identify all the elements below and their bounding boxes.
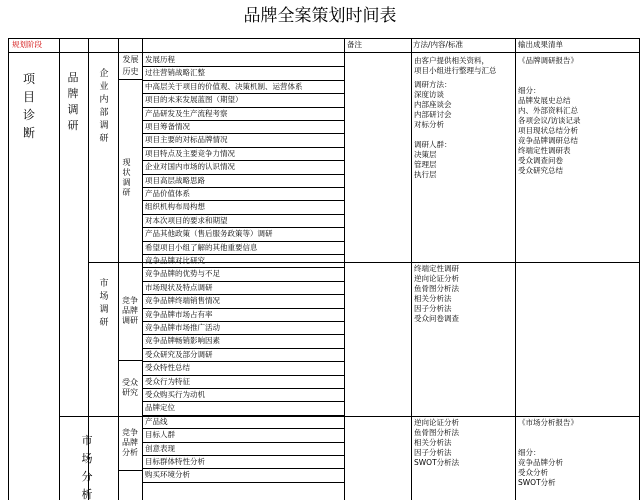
- table-row: 对本次项目的要求和期望: [145, 215, 228, 225]
- table-row: 竞争品牌对比研究: [145, 256, 205, 265]
- page-title: 品牌全案策划时间表: [243, 6, 397, 26]
- table-row: 项目主要的对标品牌情况: [145, 135, 228, 145]
- table-row: 中高层关于项目的价值观、决策机制、运营体系: [145, 81, 303, 91]
- table-row: 目标群体特性分析: [145, 457, 205, 466]
- table-row: 创意表现: [145, 443, 175, 453]
- col-divider: [88, 38, 89, 500]
- subgroup-status: 现状调研: [122, 158, 131, 197]
- table-row: 市场现状及特点调研: [145, 282, 213, 292]
- table-row: 产品价值体系: [145, 189, 190, 198]
- table-row: 受众研究及部分调研: [145, 349, 213, 359]
- table-row: 项目筹备情况: [145, 122, 190, 131]
- table-row: 竞争品牌终端销售情况: [145, 296, 220, 306]
- group-internal: 企业内部调研: [99, 69, 109, 144]
- header-note: 备注: [347, 40, 362, 49]
- table-row: 项目特点及主要竞争力情况: [145, 148, 235, 158]
- section-market-analysis: 市场分析: [81, 434, 93, 501]
- table-row: 竞争品牌的优势与不足: [145, 269, 220, 279]
- table-row: 目标人群: [145, 430, 175, 440]
- table-row: 希望项目小组了解的其他重要信息: [145, 242, 258, 252]
- phase-label: 项目诊断: [22, 72, 35, 140]
- table-row: 产品其他政策（售后服务政策等）调研: [145, 229, 273, 239]
- table-row: 受众特性总结: [145, 363, 190, 373]
- table-row: 项目高层战略思路: [145, 175, 205, 185]
- method-market-analysis: 逆向论证分析 鱼骨图分析法 相关分析法 因子分析法 SWOT分析法: [414, 418, 460, 467]
- col-divider: [344, 38, 345, 500]
- table-row: 竞争品牌市场占有率: [145, 309, 213, 319]
- subgroup-competitor: 竞争品牌调研: [122, 296, 138, 325]
- col-divider: [59, 38, 60, 500]
- table-row: 发展历程: [145, 55, 175, 64]
- table-row: 产品研发及生产流程考察: [145, 108, 228, 118]
- table-row: 产品线: [145, 416, 168, 426]
- table-row: 受众购买行为动机: [145, 390, 205, 399]
- method-market: 终端定性调研 逆向论证分析 鱼骨图分析法 相关分析法 因子分析法 受众问卷调查: [414, 264, 459, 323]
- table-row: 受众行为特征: [145, 376, 190, 386]
- table-row: 竞争品牌市场推广活动: [145, 323, 220, 332]
- output-market-report: 《市场分析报告》 细分： 竞争品牌分析 受众分析 SWOT分析: [518, 418, 578, 487]
- subgroup-audience: 受众研究: [122, 378, 138, 397]
- subgroup-divider: [118, 360, 142, 361]
- subgroup-divider: [118, 79, 142, 80]
- table-row: 企业对国内市场的认识情况: [145, 162, 235, 172]
- col-divider: [515, 38, 516, 500]
- group-market-research: 市场调研: [99, 279, 109, 328]
- col-divider: [411, 38, 412, 500]
- table-row: 项目的未来发展蓝图（期望）: [145, 95, 243, 105]
- table-row: 品牌定位: [145, 403, 175, 413]
- header-output: 输出成果清单: [518, 40, 563, 49]
- header-stage: 规划阶段: [12, 40, 42, 49]
- table-row: 组织机构布局构想: [145, 202, 205, 212]
- subgroup-divider: [118, 470, 142, 471]
- method-history: 由客户提供相关资料， 项目小组进行整理与汇总: [414, 56, 497, 75]
- table-row: 过往营销战略汇整: [145, 68, 205, 78]
- row-divider: [142, 482, 344, 483]
- header-method: 方法/内容/标准: [413, 40, 464, 49]
- table-left-border: [8, 38, 9, 500]
- output-brand-report: 《品牌调研报告》 细分： 品牌发展史总结 内、外部资料汇总 各项会议/访谈记录 项目现状总结分析 竞争品牌调研总结 终端定性调研表 受众调查问卷 受众研究总结: [518, 56, 581, 175]
- col-divider: [118, 38, 119, 500]
- table-row: 竞争品牌畅销影响因素: [145, 336, 220, 346]
- subgroup-competitor-2: 竞争品牌分析: [122, 428, 138, 457]
- subgroup-history: 发展历史: [122, 55, 139, 76]
- method-internal: 调研方法： 深度访谈 内部座谈会 内部研讨会 对标分析 调研人群： 决策层 管理层 执行层: [414, 80, 452, 179]
- table-row: 购买环境分析: [145, 470, 190, 480]
- section-brand-research: 品牌调研: [67, 71, 79, 132]
